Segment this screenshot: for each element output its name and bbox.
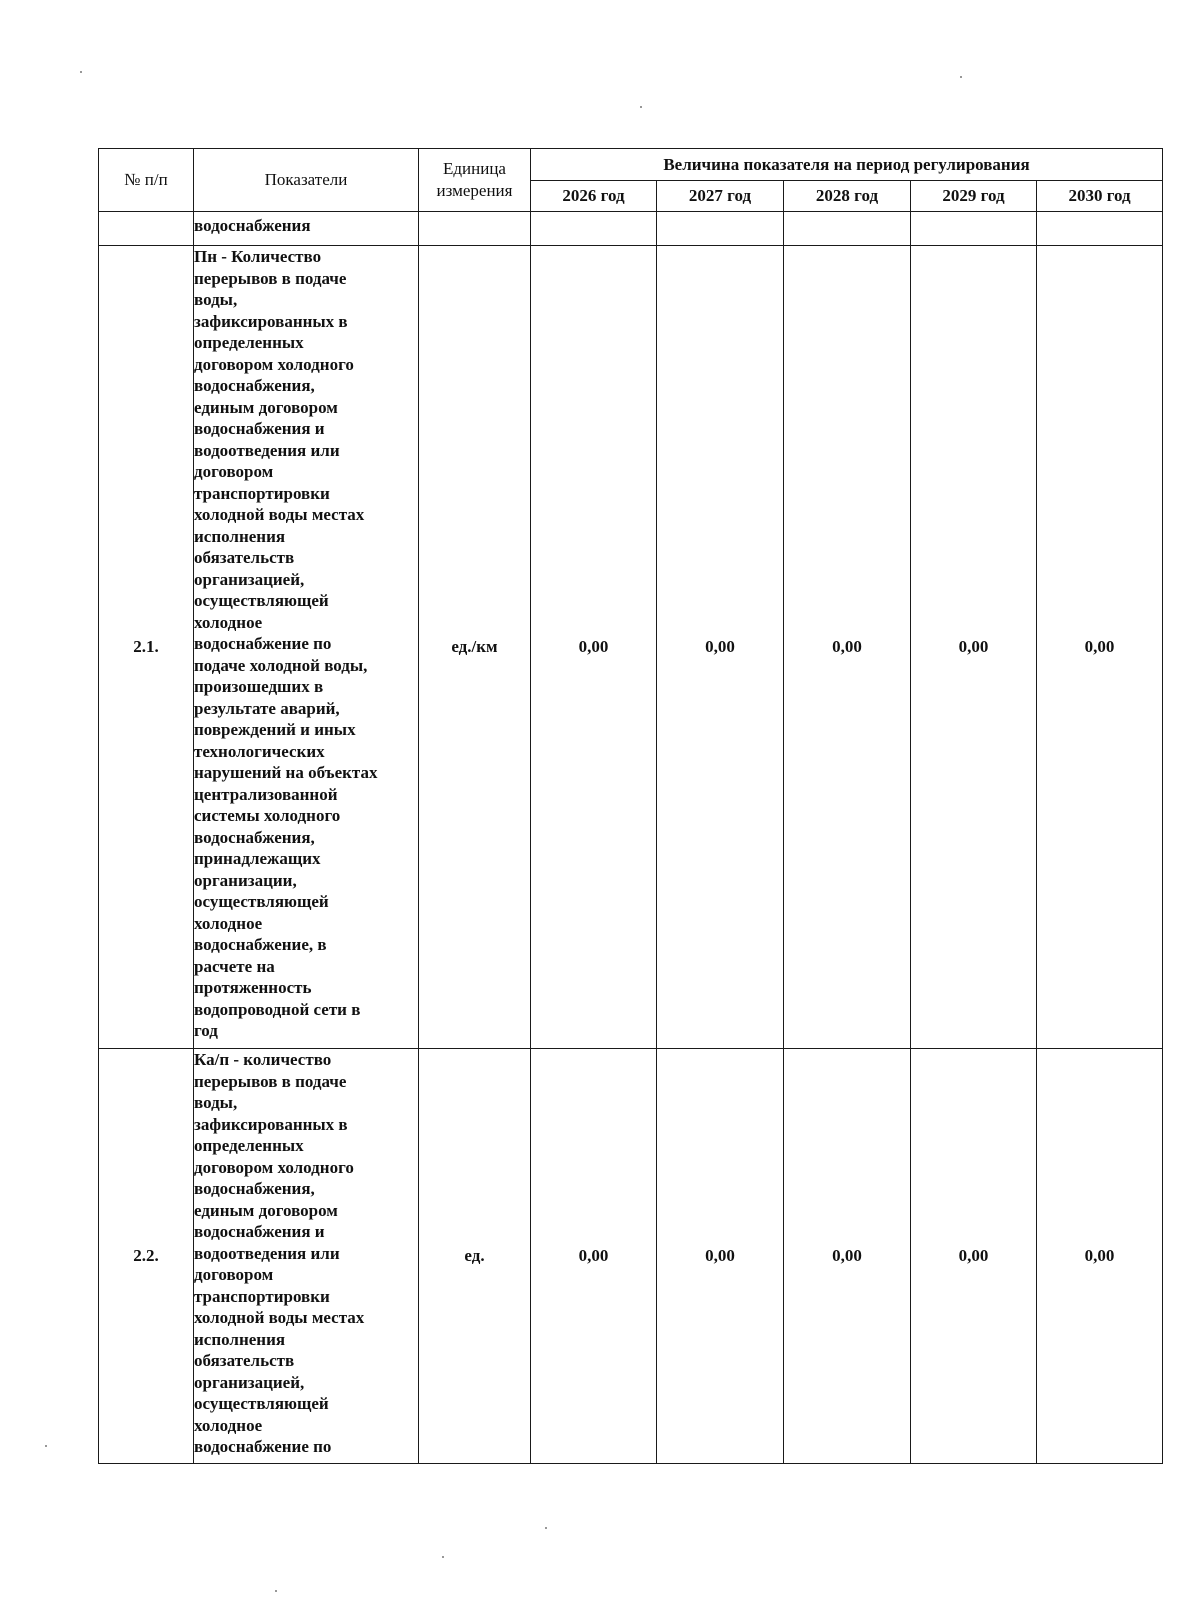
row-value-2026 [531,212,657,246]
scan-speck [640,106,642,108]
row-value-2030: 0,00 [1037,246,1163,1049]
row-value-2030: 0,00 [1037,1049,1163,1464]
row-indicator: водоснабжения [194,212,419,246]
row-indicator: Пн - Количество перерывов в подаче воды, зафиксированных в определенных договором холодного водоснабжения, единым договором водоснабжения и водоотведения или договором транспортировки холодной воды местах исполнения обязательств организацией, осуществляющей холодное водоснабжение по подаче холодной воды, произошедших в результате аварий, повреждений и иных технологических нарушений на объектах централизованной системы холодного водоснабжения, принадлежащих организации, осуществляющей холодное водоснабжение, в расчете на протяженность водопроводной сети в год [194,246,419,1049]
table-row [99,212,1163,246]
row-value-2026: 0,00 [531,246,657,1049]
row-value-2028: 0,00 [784,246,911,1049]
header-year-2027: 2027 год [657,181,784,212]
scan-speck [960,76,962,78]
row-number: 2.1. [99,246,194,1049]
scan-speck [545,1527,547,1529]
row-number [99,212,194,246]
indicators-table [98,148,1163,1464]
scan-speck [45,1445,47,1447]
row-number: 2.2. [99,1049,194,1464]
header-num: № п/п [99,149,194,212]
row-value-2027: 0,00 [657,246,784,1049]
row-value-2029: 0,00 [911,1049,1037,1464]
header-year-2030: 2030 год [1037,181,1163,212]
row-value-2027 [657,212,784,246]
table-row [99,246,1163,1049]
row-value-2028 [784,212,911,246]
row-value-2027: 0,00 [657,1049,784,1464]
row-value-2029 [911,212,1037,246]
header-year-2029: 2029 год [911,181,1037,212]
row-value-2029: 0,00 [911,246,1037,1049]
row-unit [419,212,531,246]
row-indicator: Ка/п - количество перерывов в подаче воды, зафиксированных в определенных договором холодного водоснабжения, единым договором водоснабжения и водоотведения или договором транспортировки холодной воды местах исполнения обязательств организацией, осуществляющей холодное водоснабжение по [194,1049,419,1464]
header-indicator: Показатели [194,149,419,212]
header-period-group: Величина показателя на период регулирования [531,149,1163,181]
table-row [99,1049,1163,1464]
row-unit: ед./км [419,246,531,1049]
scan-speck [275,1590,277,1592]
row-value-2030 [1037,212,1163,246]
row-unit: ед. [419,1049,531,1464]
header-year-2028: 2028 год [784,181,911,212]
scan-speck [442,1556,444,1558]
row-value-2026: 0,00 [531,1049,657,1464]
header-unit: Единица измерения [419,149,531,212]
row-value-2028: 0,00 [784,1049,911,1464]
header-year-2026: 2026 год [531,181,657,212]
scan-speck [80,71,82,73]
